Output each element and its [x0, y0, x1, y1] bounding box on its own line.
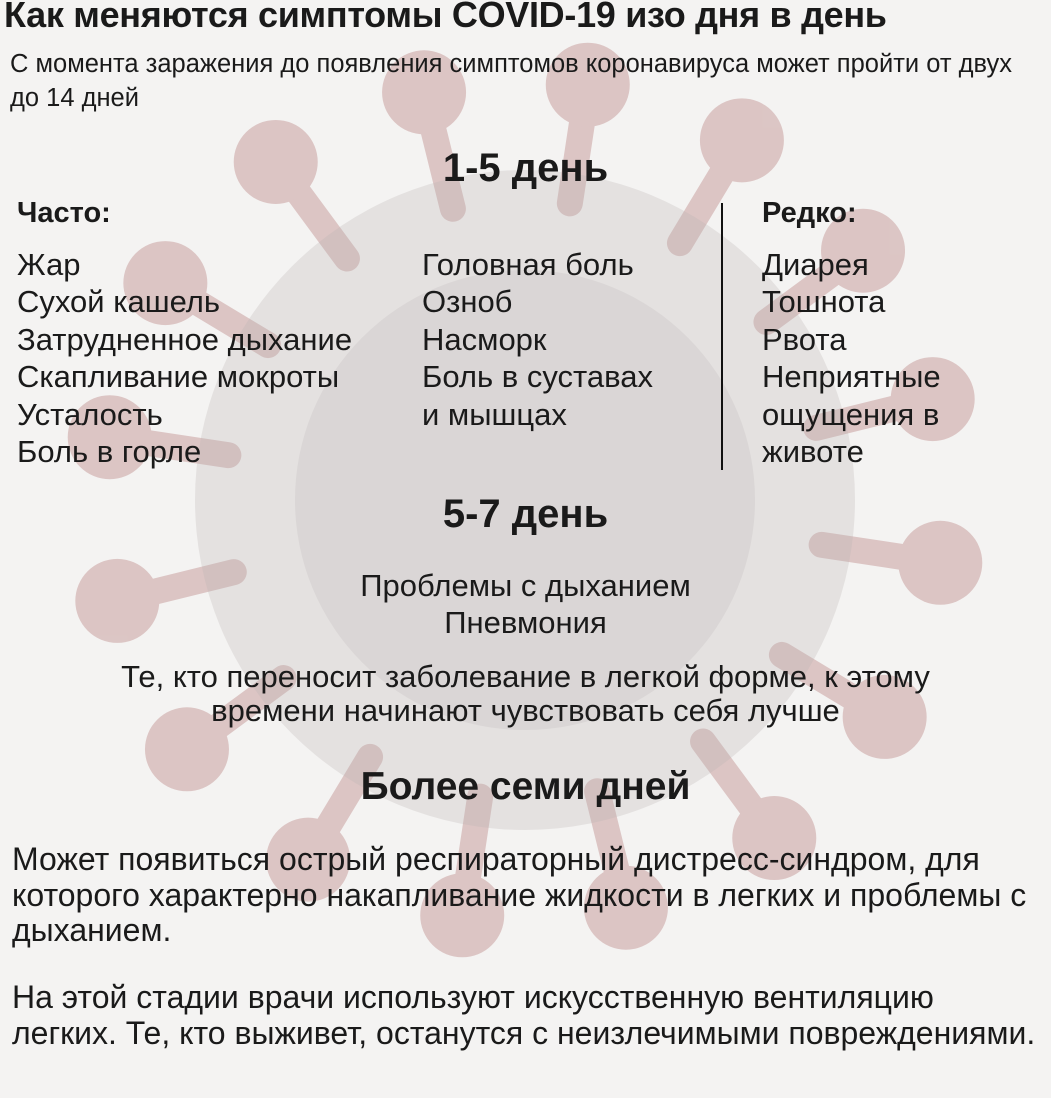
often-label: Часто: [17, 197, 111, 229]
symptom-item: Усталость [17, 396, 163, 432]
page-title: Как меняются симптомы COVID-19 изо дня в день [4, 0, 887, 35]
symptom-item: Скапливание мокроты [17, 359, 340, 395]
stage2-symptoms [0, 567, 1051, 641]
rare-label: Редко: [762, 197, 857, 229]
stage1-title: 1-5 день [442, 146, 609, 190]
symptom-item: Боль в горле [17, 434, 202, 470]
symptom-item: Озноб [422, 284, 513, 320]
symptom-item: Неприятные [762, 359, 941, 395]
stage2-line: Пневмония [444, 605, 607, 640]
symptom-item: и мышцах [422, 396, 567, 432]
stage3-paragraph-2: На этой стадии врачи используют искусственную вентиляцию легких. Те, кто выживет, останутся с неизлечимыми повреждениями. [12, 979, 1036, 1051]
symptom-item: Жар [17, 247, 81, 282]
page-subtitle: С момента заражения до появления симптомов коронавируса может пройти от двух до 14 дней [10, 50, 1012, 112]
stage3-paragraph-1: Может появиться острый респираторный дистресс-синдром, для которого характерно накапливание жидкости в легких и проблемы с дыханием. [12, 841, 1027, 948]
rare-symptoms-list [762, 246, 941, 470]
stage2-note-text: Те, кто переносит заболевание в легкой форме, к этому времени начинают чувствовать себя лучше [121, 659, 930, 728]
symptom-item: Затрудненное дыхание [17, 321, 353, 357]
symptom-item: ощущения в [762, 396, 940, 432]
often-symptoms-list-2 [422, 246, 653, 433]
symptom-item: Насморк [422, 321, 547, 357]
symptom-item: Головная боль [422, 247, 634, 282]
stage3-title: Более семи дней [360, 765, 691, 808]
column-divider [721, 203, 723, 470]
stage2-title: 5-7 день [442, 492, 609, 536]
symptom-item: животе [762, 434, 864, 470]
often-symptoms-list-1 [17, 246, 352, 470]
symptom-item: Тошнота [762, 284, 886, 320]
symptom-item: Боль в суставах [422, 359, 653, 395]
symptom-item: Диарея [762, 247, 869, 282]
symptom-item: Сухой кашель [17, 284, 221, 320]
stage2-line: Проблемы с дыханием [360, 568, 691, 603]
stage2-note [0, 660, 1051, 728]
symptom-item: Рвота [762, 321, 847, 357]
